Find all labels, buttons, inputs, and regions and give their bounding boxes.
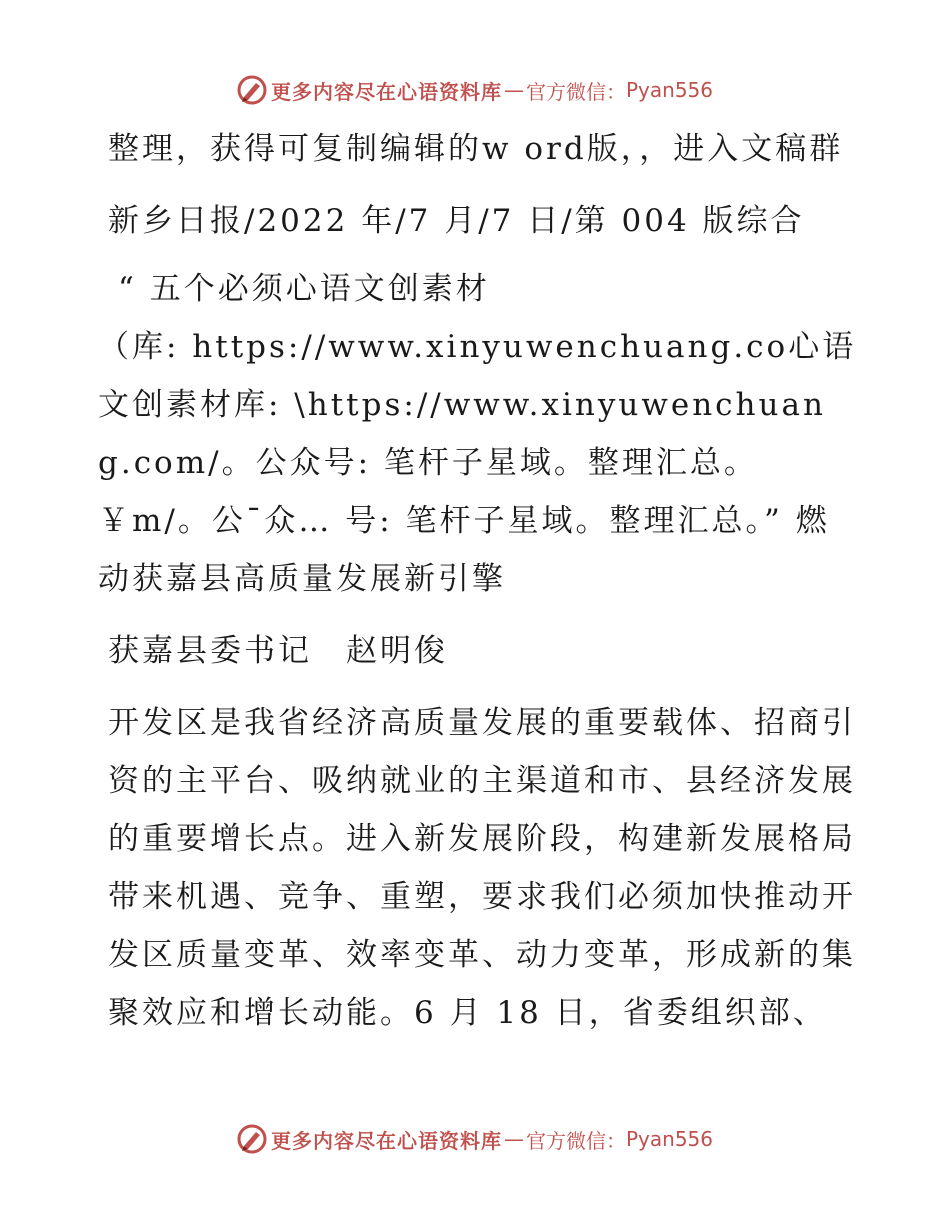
- banner-brand-text: 更多内容尽在心语资料库: [270, 79, 502, 104]
- banner-separator: —: [503, 78, 524, 102]
- banner-wechat-label: 官方微信：: [525, 79, 626, 104]
- banner-wechat-id: Pyan556: [625, 78, 713, 102]
- paragraph-source-line: 新乡日报/2022 年/7 月/7 日/第 004 版综合: [108, 203, 805, 239]
- paragraph-title-block: （库: https://www.xinyuwenchuang.co心语文创素材库: \https://www.xinyuwenchuang.com/。公众号: 笔杆子星域。整理汇总。￥m/。公¯众… 号: 笔杆子星域。整理汇总。” 燃动获嘉县高质量发展新引擎: [98, 329, 857, 597]
- banner-wechat-label: 官方微信：: [525, 1128, 626, 1153]
- footer-watermark-banner: [0, 1119, 950, 1159]
- header-watermark-banner: [0, 70, 950, 110]
- paragraph-heading-quote: “ 五个必须心语文创素材: [118, 271, 490, 307]
- paragraph-body: 开发区是我省经济高质量发展的重要载体、招商引资的主平台、吸纳就业的主渠道和市、县经济发展的重要增长点。进入新发展阶段，构建新发展格局带来机遇、竞争、重塑，要求我们必须加快推动开发区质量变革、效率变革、动力变革，形成新的集聚效应和增长动能。6 月 18 日，省委组织部、: [108, 705, 856, 1031]
- pen-logo-icon: [237, 1124, 267, 1154]
- banner-separator: —: [503, 1127, 524, 1151]
- pen-logo-icon: [237, 75, 267, 105]
- banner-wechat-id: Pyan556: [625, 1127, 713, 1151]
- banner-brand-text: 更多内容尽在心语资料库: [270, 1128, 502, 1153]
- paragraph-intro: 整理，获得可复制编辑的w ord版，，进入文稿群: [108, 131, 844, 167]
- document-body: [98, 120, 858, 1042]
- paragraph-author: 获嘉县委书记 赵明俊: [108, 633, 448, 669]
